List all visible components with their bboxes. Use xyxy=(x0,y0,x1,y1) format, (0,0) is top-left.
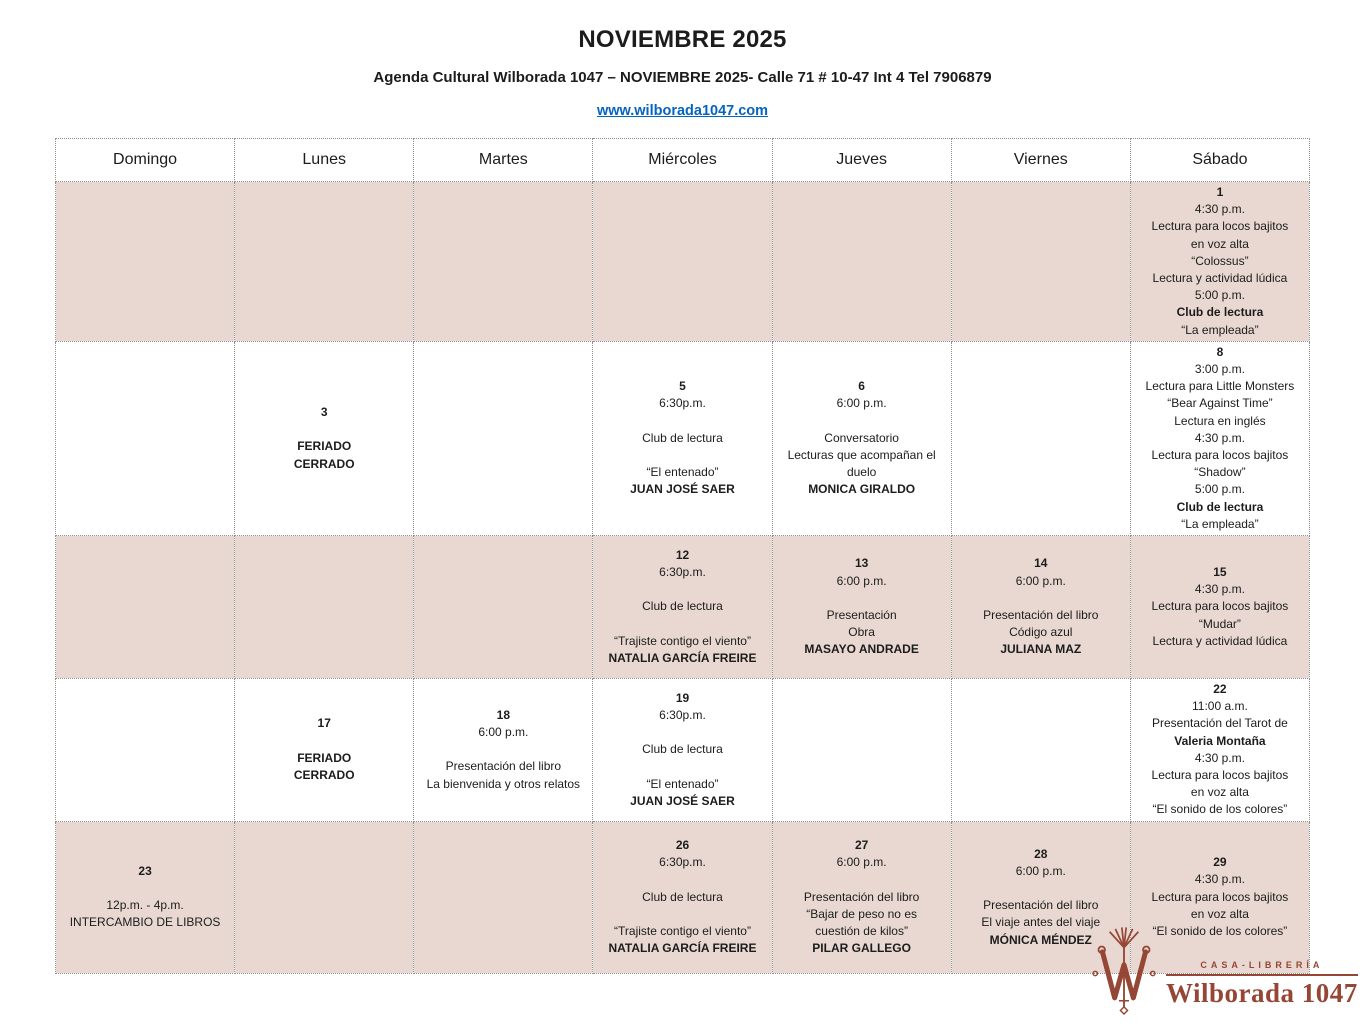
calendar-cell xyxy=(56,679,235,822)
event-line: 6:00 p.m. xyxy=(836,573,887,588)
day-header-2: Martes xyxy=(414,139,593,182)
event-line: 6:00 p.m. xyxy=(1015,573,1066,588)
event-line: 4:30 p.m. xyxy=(1194,430,1245,445)
day-header-5: Viernes xyxy=(951,139,1130,182)
calendar-cell xyxy=(951,341,1130,535)
calendar-cell xyxy=(772,182,951,342)
event-line: 23 xyxy=(138,863,152,878)
event-line: “El sonido de los colores” xyxy=(1152,802,1288,817)
calendar-cell xyxy=(235,182,414,342)
event-line: 6:30p.m. xyxy=(659,565,706,580)
event-line: Club de lectura xyxy=(642,742,723,757)
event-line: 13 xyxy=(854,556,869,571)
event-line xyxy=(598,906,766,923)
day-header-6: Sábado xyxy=(1130,139,1309,182)
event-line: 4:30 p.m. xyxy=(1194,750,1245,765)
calendar-cell xyxy=(593,536,772,679)
event-line: Presentación xyxy=(826,608,897,623)
event-line: Club de lectura xyxy=(1176,305,1264,320)
event-line: MONICA GIRALDO xyxy=(808,482,916,497)
event-line: Conversatorio xyxy=(824,430,899,445)
calendar-cell xyxy=(1130,536,1309,679)
event-line: 6:00 p.m. xyxy=(836,855,887,870)
event-line: 6:00 p.m. xyxy=(1015,863,1066,878)
event-line: Presentación del libro xyxy=(803,889,920,904)
event-line: 8 xyxy=(1216,344,1224,359)
event-line: 17 xyxy=(317,716,331,731)
calendar-cell xyxy=(414,536,593,679)
event-line: 1 xyxy=(1216,185,1224,199)
event-line: 6:30p.m. xyxy=(659,707,706,722)
event-line: FERIADO xyxy=(297,750,352,765)
event-line xyxy=(778,413,946,430)
calendar-cell xyxy=(414,341,593,535)
event-line: CERRADO xyxy=(293,768,355,783)
event-line xyxy=(598,581,766,598)
event-line: FERIADO xyxy=(297,439,352,454)
day-header-3: Miércoles xyxy=(593,139,772,182)
event-line: en voz alta xyxy=(1190,785,1249,800)
calendar-cell xyxy=(414,182,593,342)
day-header-1: Lunes xyxy=(235,139,414,182)
event-line xyxy=(598,616,766,633)
event-line: INTERCAMBIO DE LIBROS xyxy=(69,915,221,930)
calendar-cell xyxy=(235,536,414,679)
day-header-row xyxy=(56,139,1310,182)
event-line: 6 xyxy=(858,379,865,394)
wilborada-monogram-icon xyxy=(1088,926,1160,1023)
event-line: 3 xyxy=(320,405,328,420)
event-line: Presentación del libro xyxy=(983,608,1099,623)
logo-tagline: CASA-LIBRERÍA xyxy=(1166,960,1358,976)
event-line: Lectura para locos bajitos xyxy=(1151,219,1289,234)
event-line: 14 xyxy=(1034,556,1048,571)
event-line: 4:30 p.m. xyxy=(1194,202,1245,217)
event-line: Club de lectura xyxy=(1176,499,1264,514)
event-line: Club de lectura xyxy=(642,889,723,904)
week-row-3 xyxy=(56,679,1310,822)
event-line: 11:00 a.m. xyxy=(1192,699,1248,714)
calendar-table xyxy=(55,138,1310,974)
event-line: Lectura en inglés xyxy=(1174,413,1266,428)
calendar-cell xyxy=(235,341,414,535)
event-line: 12p.m. - 4p.m. xyxy=(106,898,184,913)
event-line: 6:30p.m. xyxy=(659,396,706,411)
event-line: 4:30 p.m. xyxy=(1194,872,1245,887)
calendar-cell xyxy=(235,679,414,822)
event-line: cuestión de kilos” xyxy=(815,923,908,938)
event-line: JUAN JOSÉ SAER xyxy=(630,793,735,808)
calendar-cell xyxy=(951,536,1130,679)
event-line xyxy=(957,880,1125,897)
event-line: 19 xyxy=(675,690,690,705)
event-line: El viaje antes del viaje xyxy=(981,915,1101,930)
day-header-4: Jueves xyxy=(772,139,951,182)
page-subtitle: Agenda Cultural Wilborada 1047 – NOVIEMBRE 2025- Calle 71 # 10-47 Int 4 Tel 7906879 xyxy=(373,69,992,86)
event-line: NATALIA GARCÍA FREIRE xyxy=(608,941,757,956)
event-line: Lectura y actividad lúdica xyxy=(1152,271,1288,286)
event-line: 26 xyxy=(675,837,690,852)
event-line: Lectura para locos bajitos xyxy=(1151,889,1289,904)
calendar-cell xyxy=(772,536,951,679)
event-line xyxy=(957,590,1125,607)
week-row-0 xyxy=(56,182,1310,342)
calendar-cell xyxy=(593,679,772,822)
event-line: 5 xyxy=(679,379,686,394)
event-line: Presentación del libro xyxy=(983,898,1099,913)
calendar-cell xyxy=(593,821,772,973)
event-line: CERRADO xyxy=(293,456,355,471)
event-line: Presentación del Tarot de xyxy=(1151,716,1288,731)
event-line: “Trajiste contigo el viento” xyxy=(614,633,751,648)
calendar-cell xyxy=(593,182,772,342)
event-line: 22 xyxy=(1213,682,1227,697)
calendar-cell xyxy=(772,679,951,822)
event-line xyxy=(598,724,766,741)
event-line: Presentación del libro xyxy=(445,759,562,774)
calendar-cell xyxy=(414,679,593,822)
logo-text xyxy=(1166,960,1358,1023)
event-line: PILAR GALLEGO xyxy=(812,941,911,956)
event-line: 6:30p.m. xyxy=(659,855,706,870)
event-line: MASAYO ANDRADE xyxy=(804,642,919,657)
event-line: 18 xyxy=(496,707,511,722)
event-line xyxy=(778,590,946,607)
event-line: en voz alta xyxy=(1190,906,1249,921)
event-line: 29 xyxy=(1213,855,1227,870)
event-line: “El sonido de los colores” xyxy=(1152,923,1288,938)
event-line: Lectura para locos bajitos xyxy=(1151,768,1289,783)
calendar-cell xyxy=(593,341,772,535)
event-line: “Colossus” xyxy=(1191,253,1249,268)
calendar-cell xyxy=(951,182,1130,342)
event-line: La bienvenida y otros relatos xyxy=(426,776,581,791)
event-line: 5:00 p.m. xyxy=(1194,288,1245,303)
week-row-1 xyxy=(56,341,1310,535)
calendar-cell xyxy=(414,821,593,973)
calendar-cell xyxy=(56,821,235,973)
event-line: 12 xyxy=(675,547,690,562)
event-line: Código azul xyxy=(1009,625,1073,640)
calendar-cell xyxy=(235,821,414,973)
calendar-cell xyxy=(56,182,235,342)
event-line xyxy=(240,421,408,438)
event-line xyxy=(598,758,766,775)
event-line: 15 xyxy=(1213,565,1227,580)
event-line xyxy=(419,741,587,758)
website-link-row xyxy=(0,102,1365,120)
event-line xyxy=(598,413,766,430)
calendar-cell xyxy=(1130,679,1309,822)
event-line: “Bajar de peso no es xyxy=(806,906,917,921)
document-header xyxy=(0,0,1365,120)
event-line: 5:00 p.m. xyxy=(1194,482,1245,497)
event-line: 27 xyxy=(854,837,869,852)
event-line: 6:00 p.m. xyxy=(478,725,529,740)
calendar-cell xyxy=(1130,341,1309,535)
event-line: Club de lectura xyxy=(642,599,723,614)
event-line: “Shadow” xyxy=(1194,465,1246,480)
event-line: MÓNICA MÉNDEZ xyxy=(989,932,1092,947)
event-line: JULIANA MAZ xyxy=(1000,642,1082,657)
event-line: “Bear Against Time” xyxy=(1167,396,1273,411)
calendar-cell xyxy=(772,821,951,973)
event-line: 6:00 p.m. xyxy=(836,396,887,411)
event-line: “El entenado” xyxy=(646,776,719,791)
event-line: “La empleada” xyxy=(1181,516,1259,531)
page-title: NOVIEMBRE 2025 xyxy=(578,26,787,53)
event-line: Lectura para Little Monsters xyxy=(1145,379,1295,394)
calendar-cell xyxy=(951,679,1130,822)
event-line: Lectura para locos bajitos xyxy=(1151,599,1289,614)
event-line: en voz alta xyxy=(1190,236,1249,251)
day-header-0: Domingo xyxy=(56,139,235,182)
event-line xyxy=(61,880,229,897)
wilborada-logo xyxy=(1088,933,1358,1023)
event-line: Club de lectura xyxy=(642,430,723,445)
event-line: Lectura para locos bajitos xyxy=(1151,448,1289,463)
event-line: “El entenado” xyxy=(646,465,719,480)
event-line: 28 xyxy=(1034,846,1048,861)
logo-name: Wilborada 1047 xyxy=(1166,978,1358,1008)
event-line xyxy=(598,871,766,888)
website-link[interactable]: www.wilborada1047.com xyxy=(596,103,769,119)
event-line: “Trajiste contigo el viento” xyxy=(614,923,751,938)
event-line: Obra xyxy=(848,625,875,640)
event-line: “Mudar” xyxy=(1198,616,1241,631)
event-line xyxy=(778,871,946,888)
calendar-cell xyxy=(772,341,951,535)
event-line: 3:00 p.m. xyxy=(1194,362,1245,377)
event-line: NATALIA GARCÍA FREIRE xyxy=(608,651,757,666)
calendar-cell xyxy=(56,536,235,679)
event-line: Valeria Montaña xyxy=(1174,733,1266,748)
event-line xyxy=(240,733,408,750)
week-row-2 xyxy=(56,536,1310,679)
calendar-cell xyxy=(56,341,235,535)
event-line: duelo xyxy=(846,465,877,480)
event-line: Lecturas que acompañan el xyxy=(787,448,936,463)
event-line: JUAN JOSÉ SAER xyxy=(630,482,735,497)
event-line: “La empleada” xyxy=(1181,322,1259,337)
calendar-cell xyxy=(1130,182,1309,342)
event-line: 4:30 p.m. xyxy=(1194,582,1245,597)
event-line xyxy=(598,447,766,464)
event-line: Lectura y actividad lúdica xyxy=(1152,633,1288,648)
